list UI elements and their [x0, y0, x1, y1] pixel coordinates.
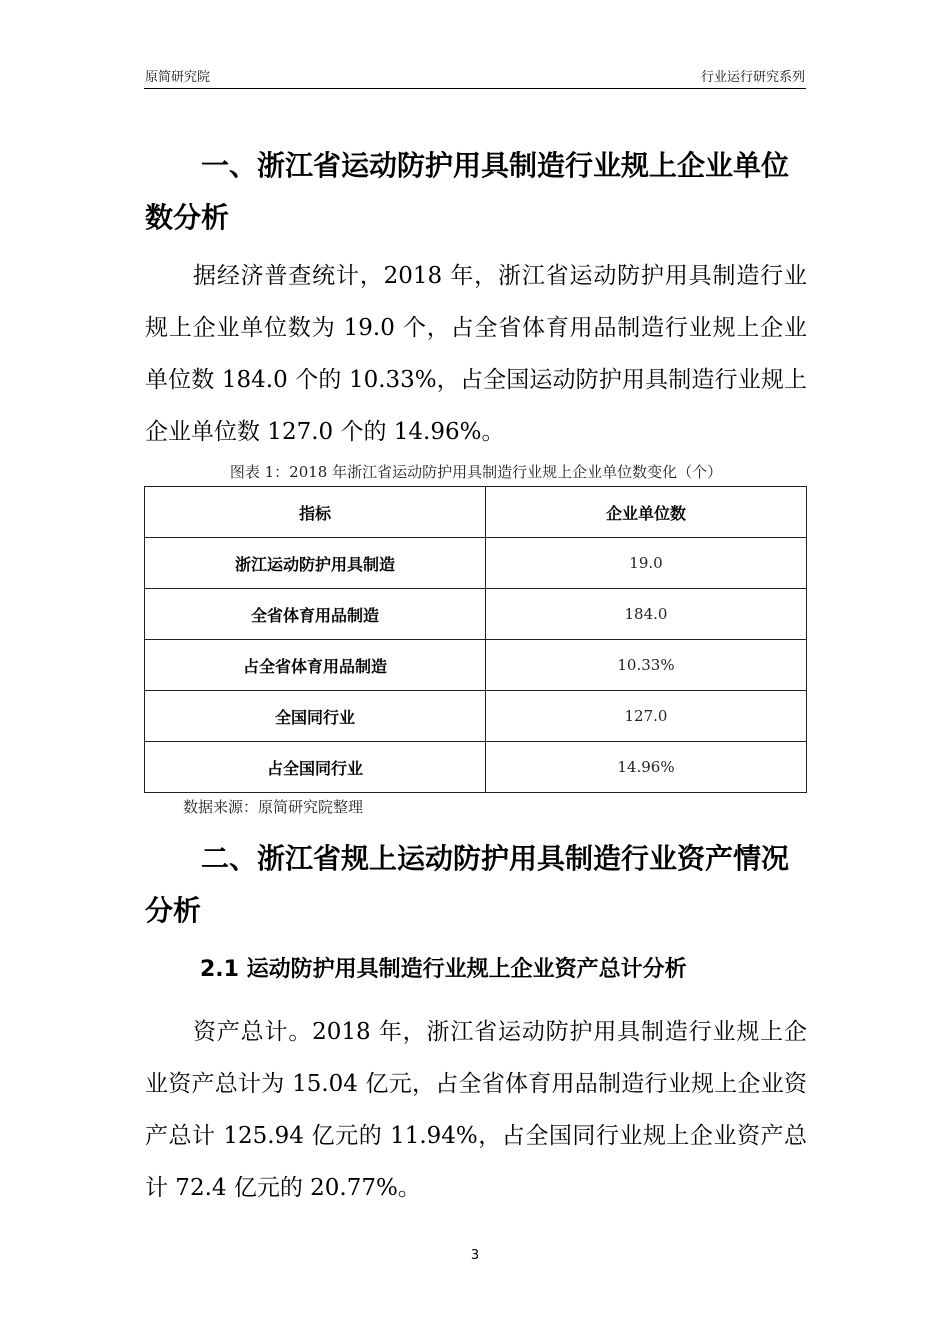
table-caption: 图表 1：2018 年浙江省运动防护用具制造行业规上企业单位数变化（个） [229, 463, 723, 481]
table-row [145, 538, 807, 589]
table-row [145, 691, 807, 742]
row-label: 全国同行业 [145, 691, 486, 742]
row-value: 184.0 [486, 589, 807, 640]
header-left-title: 原简研究院 [145, 70, 211, 85]
table-header-row [145, 487, 807, 538]
table-row [145, 742, 807, 793]
section1-heading: 一、浙江省运动防护用具制造行业规上企业单位数分析 [145, 149, 790, 234]
row-label: 占全省体育用品制造 [145, 640, 486, 691]
table-header-count: 企业单位数 [486, 487, 807, 538]
table-row [145, 589, 807, 640]
table-row [145, 640, 807, 691]
header-right-title: 行业运行研究系列 [700, 70, 805, 85]
table-source-note: 数据来源：原简研究院整理 [183, 798, 364, 816]
subsection-heading: 2.1 运动防护用具制造行业规上企业资产总计分析 [200, 957, 687, 982]
section1-paragraph: 据经济普查统计，2018 年，浙江省运动防护用具制造行业规上企业单位数为 19.0 个，占全省体育用品制造行业规上企业单位数 184.0 个的 10.33%，占全国运动防护用具制造行业规上企业单位数 127.0 个的 14.96%。 [145, 263, 807, 445]
row-value: 19.0 [486, 538, 807, 589]
enterprise-count-table [144, 486, 807, 793]
row-label: 占全国同行业 [145, 742, 486, 793]
row-value: 14.96% [486, 742, 807, 793]
page-number: 3 [470, 1248, 480, 1263]
header-divider [144, 88, 806, 89]
section2-paragraph: 资产总计。2018 年，浙江省运动防护用具制造行业规上企业资产总计为 15.04 亿元，占全省体育用品制造行业规上企业资产总计 125.94 亿元的 11.94%，占全国同行业规上企业资产总计 72.4 亿元的 20.77%。 [145, 1019, 807, 1201]
row-label: 浙江运动防护用具制造 [145, 538, 486, 589]
row-value: 127.0 [486, 691, 807, 742]
table-header-indicator: 指标 [145, 487, 486, 538]
row-label: 全省体育用品制造 [145, 589, 486, 640]
row-value: 10.33% [486, 640, 807, 691]
section2-heading: 二、浙江省规上运动防护用具制造行业资产情况分析 [145, 842, 790, 927]
